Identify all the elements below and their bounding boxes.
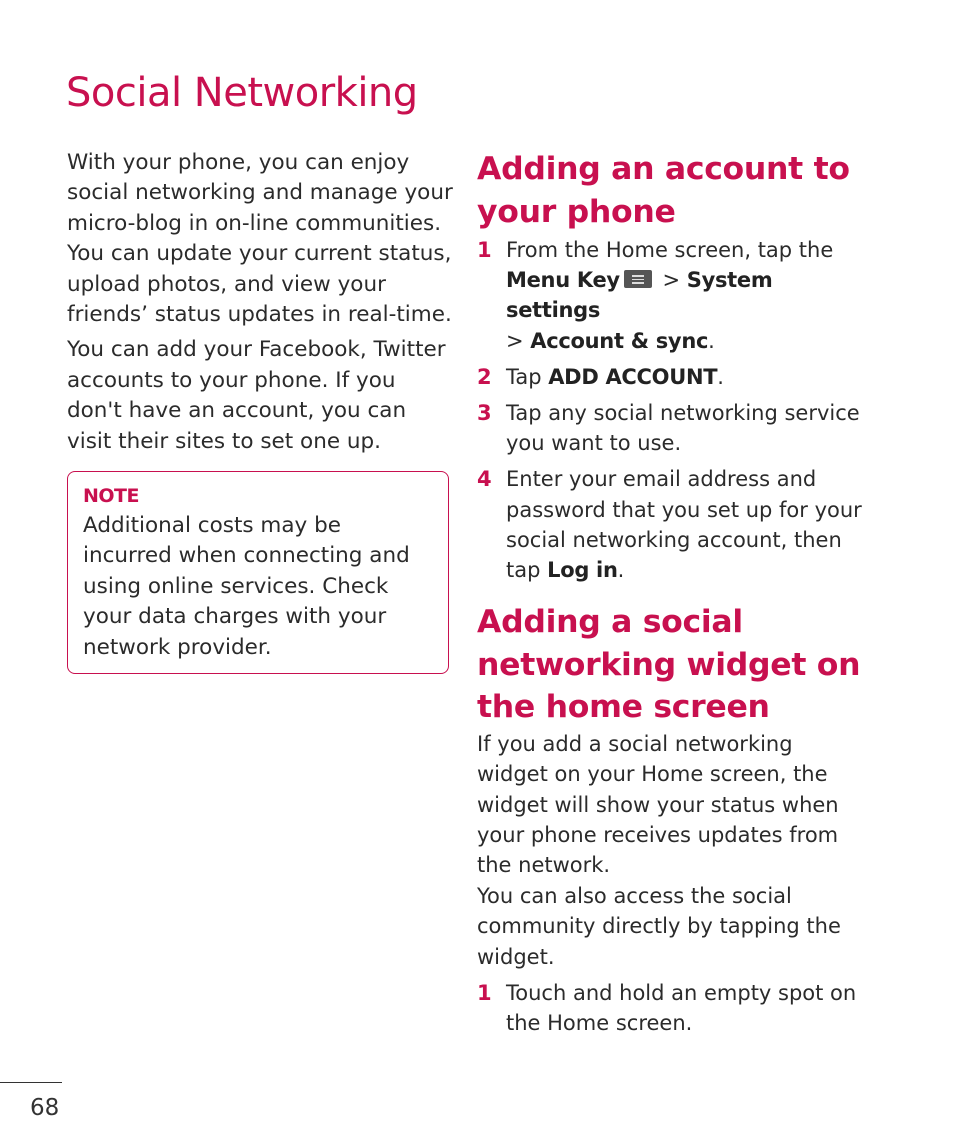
intro-paragraph: With your phone, you can enjoy social networking and manage your micro-blog in on-line communities. You can update your current status, upload photos, and view your friends’ status updates in real-time. — [67, 150, 453, 328]
intro-paragraph: You can add your Facebook, Twitter accounts to your phone. If you don't have an account, you can visit their sites to set one up. — [67, 337, 446, 454]
footer-divider — [0, 1082, 62, 1083]
step-item — [477, 235, 867, 356]
menu-key-label: Menu Key — [506, 268, 620, 293]
step-item — [477, 464, 867, 585]
intro-column — [67, 148, 453, 674]
step-text-part: . — [708, 328, 715, 353]
step-item — [477, 362, 867, 392]
step-item — [477, 398, 867, 458]
page-title: Social Networking — [66, 70, 418, 116]
system-settings-label: System settings — [506, 268, 773, 323]
step-text-part: . — [717, 364, 724, 389]
log-in-label: Log in — [547, 558, 618, 583]
step-text-part: Enter your email address and password that you set up for your social networking account, then tap — [506, 467, 862, 583]
section-heading-add-account: Adding an account to your phone — [477, 151, 850, 230]
section-heading-add-widget: Adding a social networking widget on the home screen — [477, 604, 861, 726]
step-item — [477, 978, 867, 1038]
step-text-part: > — [506, 328, 531, 353]
step-text — [506, 235, 867, 356]
step-text — [506, 464, 867, 585]
step-text: Tap any social networking service you want to use. — [506, 401, 860, 456]
step-text — [506, 362, 867, 392]
instructions-column — [477, 148, 867, 1038]
page-number: 68 — [30, 1095, 60, 1121]
widget-paragraph: If you add a social networking widget on your Home screen, the widget will show your status when your phone receives updates from the network. — [477, 731, 839, 878]
menu-key-icon — [624, 270, 652, 288]
step-number: 4 — [477, 467, 492, 492]
note-title: NOTE — [83, 485, 139, 508]
step-text-part: Tap — [506, 364, 549, 389]
step-text-part: From the Home screen, tap the — [506, 238, 834, 262]
note-box — [67, 471, 449, 674]
step-text-part: . — [617, 558, 625, 583]
step-number: 3 — [477, 401, 492, 426]
add-account-label: ADD ACCOUNT — [548, 364, 718, 389]
step-number: 1 — [477, 238, 492, 262]
account-sync-label: Account & sync — [530, 328, 709, 353]
step-number: 2 — [477, 364, 492, 389]
widget-paragraph: You can also access the social community directly by tapping the widget. — [477, 883, 841, 969]
step-text-part: > — [655, 268, 687, 293]
note-text: Additional costs may be incurred when connecting and using online services. Check your data charges with your network provider. — [83, 513, 410, 660]
step-number: 1 — [477, 980, 492, 1005]
step-text: Touch and hold an empty spot on the Home screen. — [506, 980, 857, 1036]
